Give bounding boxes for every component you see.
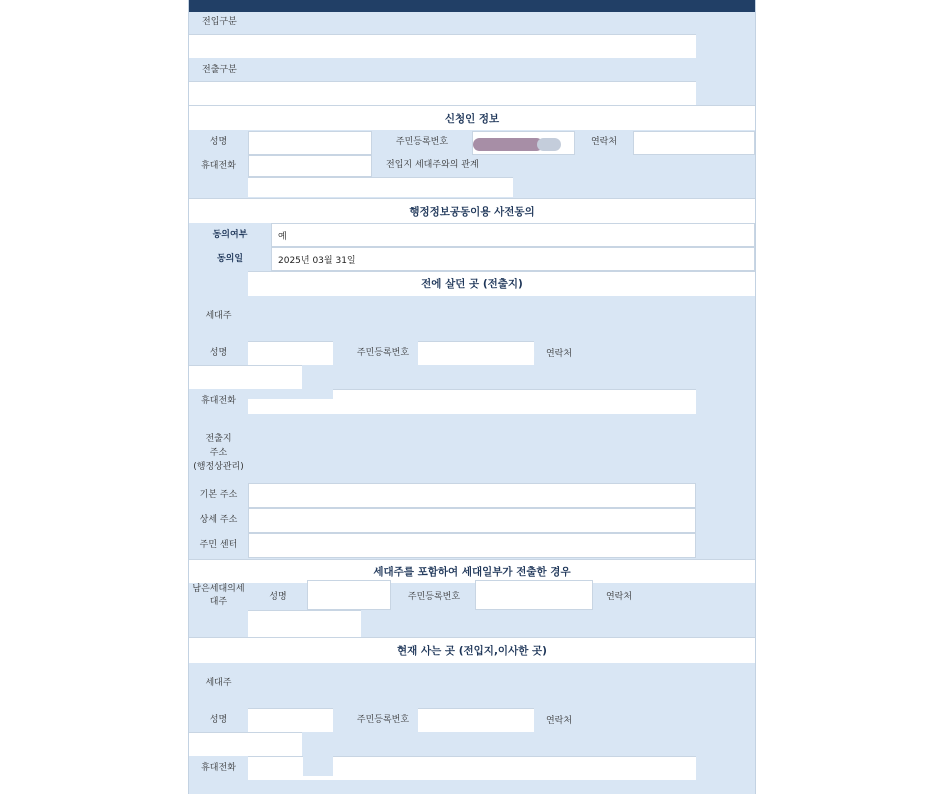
applicant-mobile-field[interactable] (248, 155, 372, 177)
current-section-title: 현재 사는 곳 (전입지,이사한 곳) (189, 637, 755, 663)
partial-resident-number-label: 주민등록번호 (407, 592, 461, 603)
current-contact-label: 연락처 (545, 716, 573, 727)
partial-remaining-label (189, 581, 248, 611)
applicant-name-label: 성명 (209, 137, 228, 148)
previous-detail-address-field[interactable] (248, 508, 696, 533)
redacted-move-out-type (193, 87, 373, 101)
previous-name-label: 성명 (209, 348, 228, 359)
previous-name-field[interactable] (248, 341, 333, 365)
redacted-resident-number-b (537, 138, 561, 151)
current-resident-number-label: 주민등록번호 (356, 715, 410, 726)
previous-address-label (189, 430, 248, 478)
applicant-relation-field[interactable] (248, 177, 513, 197)
partial-name-label: 성명 (269, 592, 287, 603)
partial-remaining-label-2: 대주 (209, 597, 228, 607)
previous-address-label-2: 주소 (209, 448, 228, 459)
consent-date-value: 2025년 03월 31일 (271, 247, 755, 271)
partial-name-field[interactable] (307, 580, 391, 610)
redacted-current-name (277, 712, 305, 724)
redacted-previous-mobile (248, 389, 333, 399)
consent-agree-value: 예 (271, 223, 755, 247)
previous-basic-address-label: 기본 주소 (199, 490, 238, 501)
partial-section-title: 세대주를 포함하여 세대일부가 전출한 경우 (189, 559, 755, 583)
redacted-current-mobile (303, 740, 333, 776)
applicant-section-title: 신청인 정보 (189, 105, 755, 130)
header-bar (189, 0, 755, 12)
applicant-contact-label: 연락처 (590, 137, 618, 148)
applicant-mobile-label: 휴대전화 (201, 161, 236, 172)
redacted-previous-resident-number (435, 347, 533, 361)
consent-date-label: 동의일 (216, 253, 244, 264)
previous-address-label-1: 전출지 (205, 434, 232, 445)
current-householder-label: 세대주 (205, 678, 232, 689)
previous-resident-number-label: 주민등록번호 (356, 348, 410, 359)
applicant-name-field[interactable] (248, 131, 372, 155)
current-contact-field[interactable] (189, 732, 302, 756)
applicant-relation-label: 전입지 세대주와의 관계 (386, 160, 479, 171)
previous-contact-field[interactable] (189, 365, 302, 389)
previous-contact-label: 연락처 (545, 349, 573, 360)
partial-resident-number-field[interactable] (475, 580, 593, 610)
move-out-type-label: 전출구분 (202, 65, 237, 76)
current-name-label: 성명 (209, 715, 228, 726)
applicant-resident-number-label: 주민등록번호 (395, 137, 449, 148)
move-in-type-label: 전입구분 (202, 17, 237, 28)
redacted-move-in-type (195, 39, 269, 53)
redacted-current-resident-number (423, 713, 511, 727)
consent-agree-label: 동의여부 (212, 229, 248, 240)
previous-detail-address-label: 상세 주소 (199, 515, 238, 526)
redacted-previous-name (299, 347, 317, 361)
current-mobile-label: 휴대전화 (201, 763, 236, 774)
partial-contact-label: 연락처 (605, 592, 633, 603)
previous-householder-label: 세대주 (205, 311, 232, 322)
partial-contact-field[interactable] (248, 610, 361, 637)
previous-center-field[interactable] (248, 533, 696, 558)
partial-remaining-label-1: 남은세대의세 (192, 583, 245, 594)
previous-mobile-label: 휴대전화 (201, 396, 236, 407)
consent-section-title: 행정정보공동이용 사전동의 (189, 198, 755, 223)
previous-section-title: 전에 살던 곳 (전출지) (421, 278, 523, 290)
previous-address-label-3: (행정상관리) (193, 461, 244, 472)
redacted-resident-number-a (473, 138, 543, 151)
previous-center-label: 주민 센터 (199, 540, 238, 551)
applicant-contact-field[interactable] (633, 131, 755, 155)
redacted-previous-basic-address (257, 489, 387, 501)
move-in-report-form (188, 0, 756, 794)
